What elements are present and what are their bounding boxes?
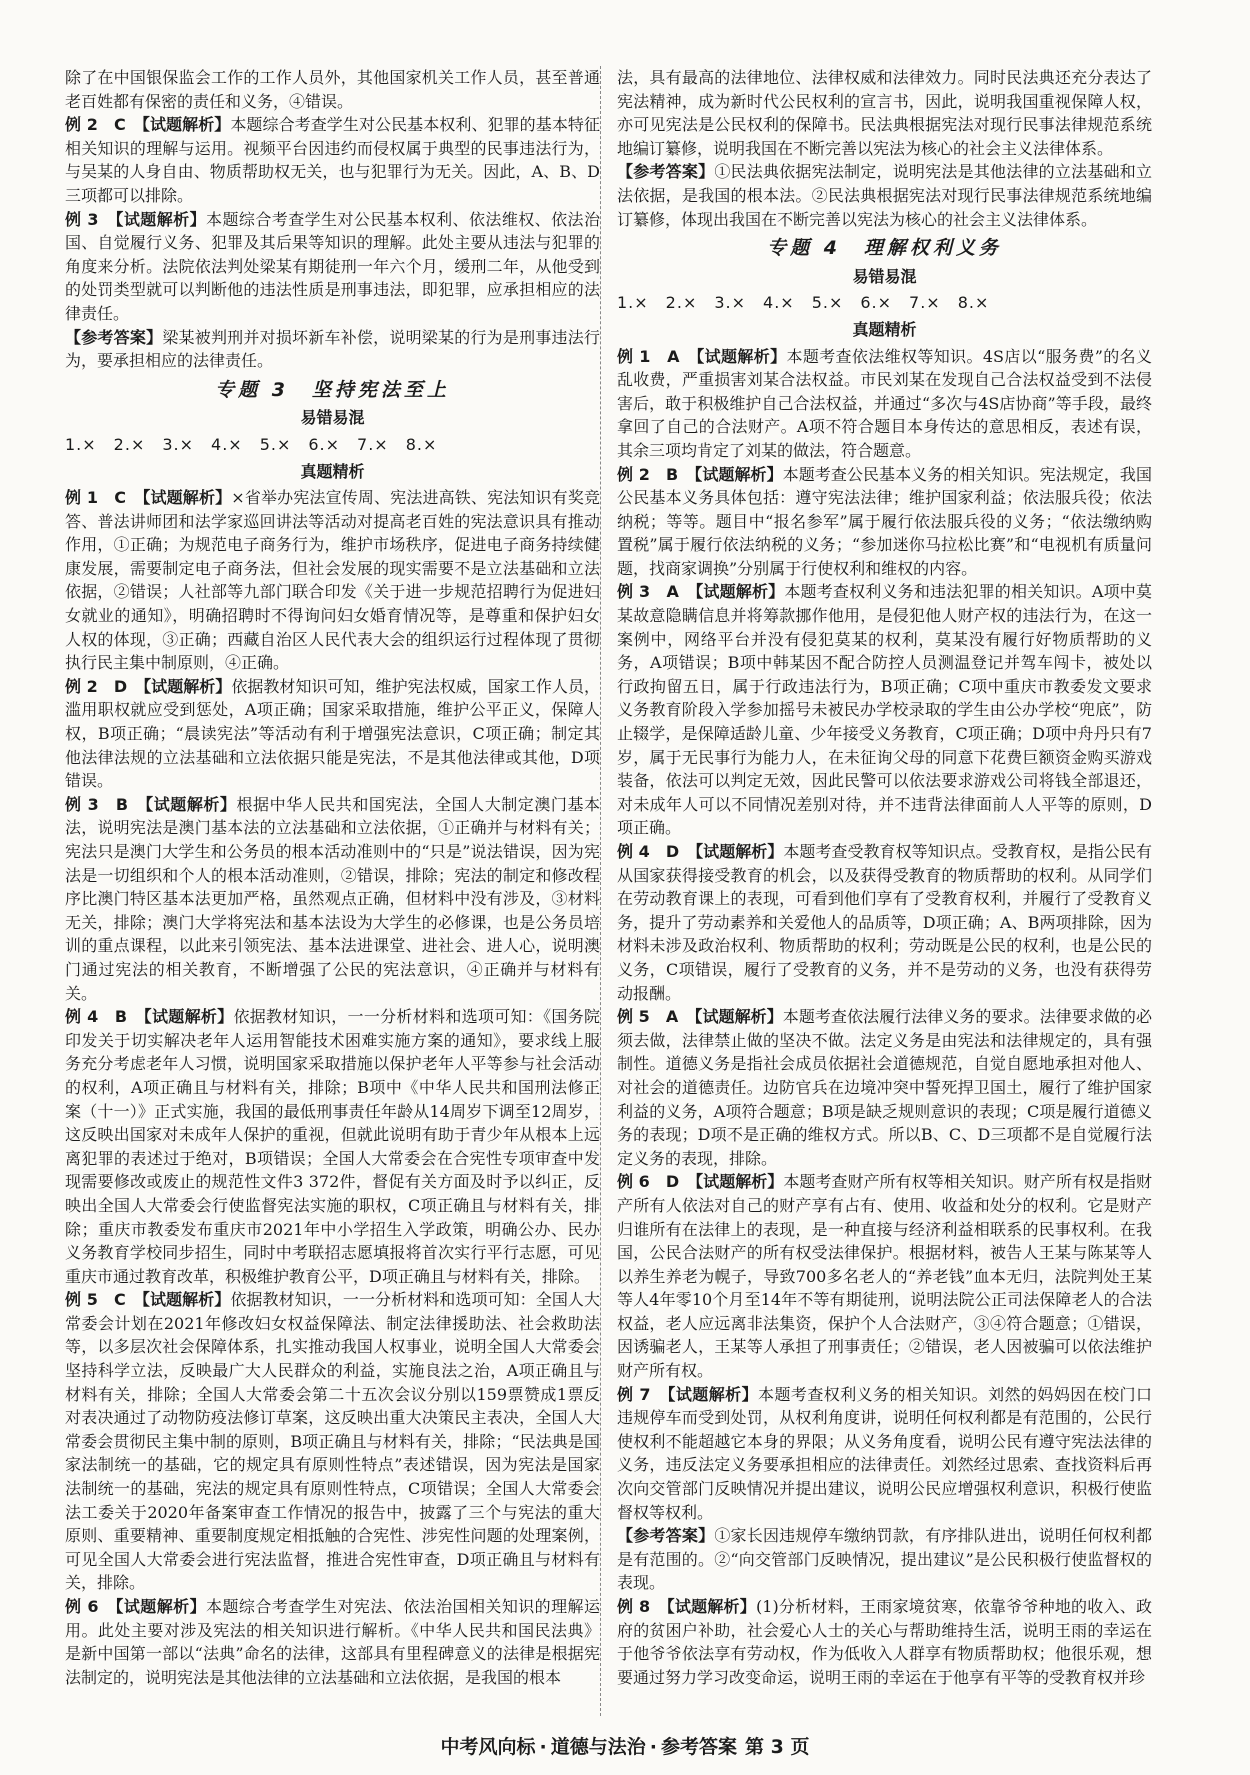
subsection-heading: 真题精析 [852, 319, 917, 339]
answer-text: ×省举办宪法宣传周、宪法进高铁、宪法知识有奖竞答、普法讲师团和法学家巡回讲法等活动对提高老百姓的宪法意识具有推动作用，①正确；为规范电子商务行为，维护市场秩序，促进电子商务持续健康发展，需要制定电子商务法，但社会发展的现实需要不是立法基础和立法依据，②错误；人社部等九部门联合印发《关于进一步规范招聘行为促进妇女就业的通知》，明确招聘时不得询问妇女婚育情况等，是尊重和保护妇女人权的体现，③正确；西藏自治区人民代表大会的组织运行过程体现了贯彻执行民主集中制原则，④正确。 [65, 488, 600, 673]
right-column [617, 66, 1152, 1689]
answer-text: 除了在中国银保监会工作的工作人员外，其他国家机关工作人员，甚至普通老百姓都有保密的责任和义务，④错误。 [65, 68, 600, 111]
section-heading: 专题 3 坚持宪法至上 [215, 378, 450, 401]
answer-paragraph [617, 580, 1152, 840]
answer-paragraph [65, 793, 600, 1005]
answer-label: 例 3 A 【试题解析】 [617, 582, 785, 602]
subsection-heading: 真题精析 [300, 461, 365, 481]
column-divider [600, 66, 601, 1716]
true-false-answers: 1.× 2.× 3.× 4.× 5.× 6.× 7.× 8.× [617, 293, 990, 313]
answer-text: 本题考查依法维权等知识。4S店以“服务费”的名义乱收费，严重损害刘某合法权益。市民刘某在发现自己合法权益受到不法侵害后，敢于积极维护自己合法权益，并通过“多次与4S店协商”等手段，最终拿回了自己的合法财产。A项不符合题目本身传达的意思相反，表述有误，其余三项均肯定了刘某的做法，符合题意。 [617, 346, 1152, 460]
answer-label: 例 7 【试题解析】 [617, 1384, 759, 1404]
answer-text: ①家长因违规停车缴纳罚款，有序排队进出，说明任何权利都是有范围的。②“向交管部门反映情况，提出建议”是公民积极行使监督权的表现。 [617, 1526, 1152, 1593]
answer-label: 例 2 C 【试题解析】 [65, 115, 231, 135]
answer-text: 本题考查公民基本义务的相关知识。宪法规定，我国公民基本义务具体包括：遵守宪法法律；维护国家利益；依法服兵役；依法纳税；等等。题目中“报名参军”属于履行依法服兵役的义务；“依法缴纳购置税”属于履行依法纳税的义务；“参加迷你马拉松比赛”和“电视机有质量问题，找商家调换”分别属于行使权利和维权的内容。 [617, 464, 1152, 578]
answer-label: 例 4 B 【试题解析】 [65, 1007, 234, 1027]
answer-paragraph [617, 1595, 1152, 1689]
answer-paragraph [65, 486, 600, 675]
answer-text: 依据教材知识可知，维护宪法权威，国家工作人员，滥用职权就应受到惩处，A项正确；国家采取措施，维护公平正义，保障人权，B项正确；“晨读宪法”等活动有利于增强宪法意识，C项正确；制定其他法律法规的立法基础和立法依据只能是宪法，不是其他法律或其他，D项错误。 [65, 676, 600, 791]
answer-paragraph [65, 326, 600, 373]
answer-text: 本题考查财产所有权等相关知识。财产所有权是指财产所有人依法对自己的财产享有占有、使用、收益和处分的权利。它是财产归谁所有在法律上的表现，是一种直接与经济利益相联系的民事权利。在我国，公民合法财产的所有权受法律保护。根据材料，被告人王某与陈某等人以养生养老为幌子，导致700多名老人的“养老钱”血本无归，法院判处王某等人4年零10个月至14年不等有期徒刑，说明法院公正司法保障老人的合法权益，老人应远离非法集资，保护个人合法财产，③④符合题意；①错误，因诱骗老人，王某等人承担了刑事责任；②错误，老人因被骗可以依法维护财产所有权。 [617, 1172, 1152, 1381]
answer-paragraph [617, 160, 1152, 231]
answer-label: 例 5 A 【试题解析】 [617, 1007, 783, 1027]
answer-label: 例 8 【试题解析】 [617, 1597, 757, 1616]
answer-paragraph [617, 345, 1152, 463]
answer-label: 【参考答案】 [65, 327, 163, 347]
answer-text: 本题综合考查学生对宪法、依法治国相关知识的理解运用。此处主要对涉及宪法的相关知识进行解析。《中华人民共和国民法典》是新中国第一部以“法典”命名的法律，这部具有里程碑意义的法律是根据宪法制定的，说明宪法是其他法律的立法基础和立法依据，是我国的根本 [65, 1597, 600, 1687]
answer-text: ①民法典依据宪法制定，说明宪法是其他法律的立法基础和立法依据，是我国的根本法。②民法典根据宪法对现行民事法律规范系统地编订纂修，体现出我国在不断完善以宪法为核心的社会主义法律体系。 [617, 162, 1152, 229]
answer-text: 本题综合考查学生对公民基本权利、依法维权、依法治国、自觉履行义务、犯罪及其后果等知识的理解。此处主要从违法与犯罪的角度来分析。法院依法判处梁某有期徒刑一年六个月，缓刑二年，从他受到的处罚类型就可以判断他的违法性质是刑事违法，即犯罪，应承担相应的法律责任。 [65, 209, 600, 323]
answer-paragraph [65, 1005, 600, 1288]
answer-text: 根据中华人民共和国宪法，全国人大制定澳门基本法，说明宪法是澳门基本法的立法基础和立法依据，①正确并与材料有关；宪法只是澳门大学生和公务员的根本活动准则中的“只是”说法错误，因为宪法是一切组织和个人的根本活动准则，②错误，排除；宪法的制定和修改程序比澳门特区基本法更加严格，虽然观点正确，但材料中没有涉及，③材料无关，排除；澳门大学将宪法和基本法设为大学生的必修课，也是公务员培训的重点课程，以此来引领宪法、基本法进课堂、进社会、进人心，说明澳门通过宪法的相关教育，不断增强了公民的宪法意识，④正确并与材料有关。 [65, 794, 600, 1003]
answer-paragraph [65, 208, 600, 326]
page-footer: 中考风向标 · 道德与法治 · 参考答案 第 3 页 [440, 1736, 810, 1758]
true-false-answers: 1.× 2.× 3.× 4.× 5.× 6.× 7.× 8.× [65, 434, 438, 454]
answer-text: 梁某被判刑并对损坏新车补偿，说明梁某的行为是刑事违法行为，要承担相应的法律责任。 [65, 327, 600, 371]
answer-label: 例 3 B 【试题解析】 [65, 794, 237, 814]
answer-label: 例 1 C 【试题解析】 [65, 488, 232, 508]
footer-section: 参考答案 [661, 1736, 738, 1758]
left-column [65, 66, 600, 1689]
answer-text: 本题考查受教育权等知识点。受教育权，是指公民有从国家获得接受教育的机会，以及获得受教育的物质帮助的权利。从同学们在劳动教育课上的表现，可看到他们享有了受教育权利，并履行了受教育义务，提升了劳动素养和关爱他人的品质等，D项正确；A、B两项排除，因为材料未涉及政治权利、物质帮助的权利；劳动既是公民的权利，也是公民的义务，C项错误，履行了受教育的义务，并不是劳动的义务，也没有获得劳动报酬。 [617, 842, 1152, 1003]
answer-paragraph [617, 840, 1152, 1005]
answer-paragraph [65, 675, 600, 793]
answer-label: 例 2 B 【试题解析】 [617, 464, 783, 484]
answer-label: 【参考答案】 [617, 162, 715, 182]
answer-label: 【参考答案】 [617, 1526, 715, 1546]
footer-subject: 道德与法治 [550, 1736, 646, 1758]
footer-page-number: 第 3 页 [745, 1736, 810, 1758]
footer-book-title: 中考风向标 [440, 1736, 536, 1758]
answer-label: 例 6 【试题解析】 [65, 1597, 207, 1616]
answer-text: 依据教材知识，一一分析材料和选项可知：全国人大常委会计划在2021年修改妇女权益保障法、制定法律援助法、社会救助法等，以多层次社会保障体系，扎实推动我国人权事业，说明全国人大常委会坚持科学立法，反映最广大人民群众的利益，实施良法之治，A项正确且与材料有关，排除；全国人大常委会第二十五次会议分别以159票赞成1票反对表决通过了动物防疫法修订草案，这反映出重大决策民主表决，全国人大常委会贯彻民主集中制的原则，B项正确且与材料有关，排除；“民法典是国家法制统一的基础，它的规定具有原则性特点”表述错误，因为宪法是国家法制统一的基础，宪法的规定具有原则性特点，C项错误；全国人大常委会法工委关于2020年备案审查工作情况的报告中，披露了三个与宪法的重大原则、重要精神、重要制度规定相抵触的合宪性、涉宪性问题的处理案例，可见全国人大常委会进行宪法监督，推进合宪性审查，D项正确且与材料有关，排除。 [65, 1290, 600, 1593]
answer-paragraph [65, 1288, 600, 1595]
answer-label: 例 4 D 【试题解析】 [617, 842, 784, 861]
answer-label: 例 3 【试题解析】 [65, 209, 207, 229]
answer-paragraph [617, 66, 1152, 160]
answer-paragraph [65, 113, 600, 207]
answer-label: 例 5 C 【试题解析】 [65, 1290, 231, 1310]
answer-paragraph [65, 1595, 600, 1689]
answer-text: 依据教材知识，一一分析材料和选项可知：《国务院印发关于切实解决老年人运用智能技术困难实施方案的通知》，要求线上服务充分考虑老年人习惯，说明国家采取措施以保护老年人平等参与社会活动的权利，A项正确且与材料有关，排除；B项中《中华人民共和国刑法修正案（十一）》正式实施，我国的最低刑事责任年龄从14周岁下调至12周岁，这反映出国家对未成年人保护的重视，但就此说明有助于青少年从根本上远离犯罪的表述过于绝对，B项错误；全国人大常委会在合宪性专项审查中发现需要修改或废止的规范性文件3 372件，督促有关方面及时予以纠正，反映出全国人大常委会行使监督宪法实施的职权，C项正确且与材料有关，排除；重庆市教委发布重庆市2021年中小学招生入学政策，明确公办、民办义务教育学校同步招生，同时中考联招志愿填报将首次实行平行志愿，可见重庆市通过教育改革，积极维护教育公平，D项正确且与材料有关，排除。 [65, 1007, 600, 1286]
answer-paragraph [617, 1383, 1152, 1525]
section-heading: 专题 4 理解权利义务 [767, 237, 1002, 260]
answer-label: 例 6 D 【试题解析】 [617, 1172, 784, 1192]
answer-paragraph [617, 1524, 1152, 1595]
answer-text: (1)分析材料，王雨家境贫寒，依靠爷爷种地的收入、政府的贫困户补助，社会爱心人士的关心与帮助维持生活，说明王雨的幸运在于他爷爷依法享有劳动权，作为低收入人群享有物质帮助权；他很乐观，想要通过努力学习改变命运，说明王雨的幸运在于他享有平等的受教育权并珍 [617, 1597, 1152, 1687]
answer-paragraph [617, 1005, 1152, 1170]
answer-label: 例 1 A 【试题解析】 [617, 346, 787, 366]
answer-text: 本题考查权利义务的相关知识。刘然的妈妈因在校门口违规停车而受到处罚，从权利角度讲，说明任何权利都是有范围的，公民行使权利不能超越它本身的界限；从义务角度看，说明公民有遵守宪法法律的义务，违反法定义务要承担相应的法律责任。刘然经过思索、查找资料后再次向交管部门反映情况并提出建议，说明公民应增强权利意识，积极行使监督权等权利。 [617, 1384, 1152, 1522]
answer-text: 法，具有最高的法律地位、法律权威和法律效力。同时民法典还充分表达了宪法精神，成为新时代公民权利的宣言书，因此，说明我国重视保障人权，亦可见宪法是公民权利的保障书。民法典根据宪法对现行民事法律规范系统地编订纂修，说明我国在不断完善以宪法为核心的社会主义法律体系。 [617, 68, 1152, 158]
answer-paragraph [65, 66, 600, 113]
answer-text: 本题考查权利义务和违法犯罪的相关知识。A项中莫某故意隐瞒信息并将筹款挪作他用，是侵犯他人财产权的违法行为，在这一案例中，网络平台并没有侵犯莫某的权利，莫某没有履行好物质帮助的义务，A项错误；B项中韩某因不配合防控人员测温登记并驾车闯卡，被处以行政拘留五日，属于行政违法行为，B项正确；C项中重庆市教委发文要求义务教育阶段入学参加摇号未被民办学校录取的学生由公办学校“兜底”，防止辍学，是保障适龄儿童、少年接受义务教育，C项正确；D项中舟丹只有7岁，属于无民事行为能力人，在未征询父母的同意下花费巨额资金购买游戏装备，依法可以判定无效，因此民警可以依法要求游戏公司将钱全部退还，对未成年人可以不同情况差别对待，并不违背法律面前人人平等的原则，D项正确。 [617, 582, 1152, 838]
answer-paragraph [617, 463, 1152, 581]
subsection-heading: 易错易混 [852, 266, 917, 286]
answer-paragraph [617, 1170, 1152, 1382]
answer-label: 例 2 D 【试题解析】 [65, 676, 232, 696]
answer-text: 本题综合考查学生对公民基本权利、犯罪的基本特征相关知识的理解与运用。视频平台因违约而侵权属于典型的民事违法行为，与吴某的人身自由、物质帮助权无关，也与犯罪行为无关。因此，A、B、D三项都可以排除。 [65, 115, 600, 205]
answer-text: 本题考查依法履行法律义务的要求。法律要求做的必须去做，法律禁止做的坚决不做。法定义务是由宪法和法律规定的，具有强制性。道德义务是指社会成员依据社会道德规范，自觉自愿地承担对他人、对社会的道德责任。边防官兵在边境冲突中誓死捍卫国土，履行了维护国家利益的义务，A项符合题意；B项是缺乏规则意识的表现；C项是履行道德义务的表现；D项不是正确的维权方式。所以B、C、D三项都不是自觉履行法定义务的表现，排除。 [617, 1007, 1152, 1168]
subsection-heading: 易错易混 [300, 408, 365, 428]
